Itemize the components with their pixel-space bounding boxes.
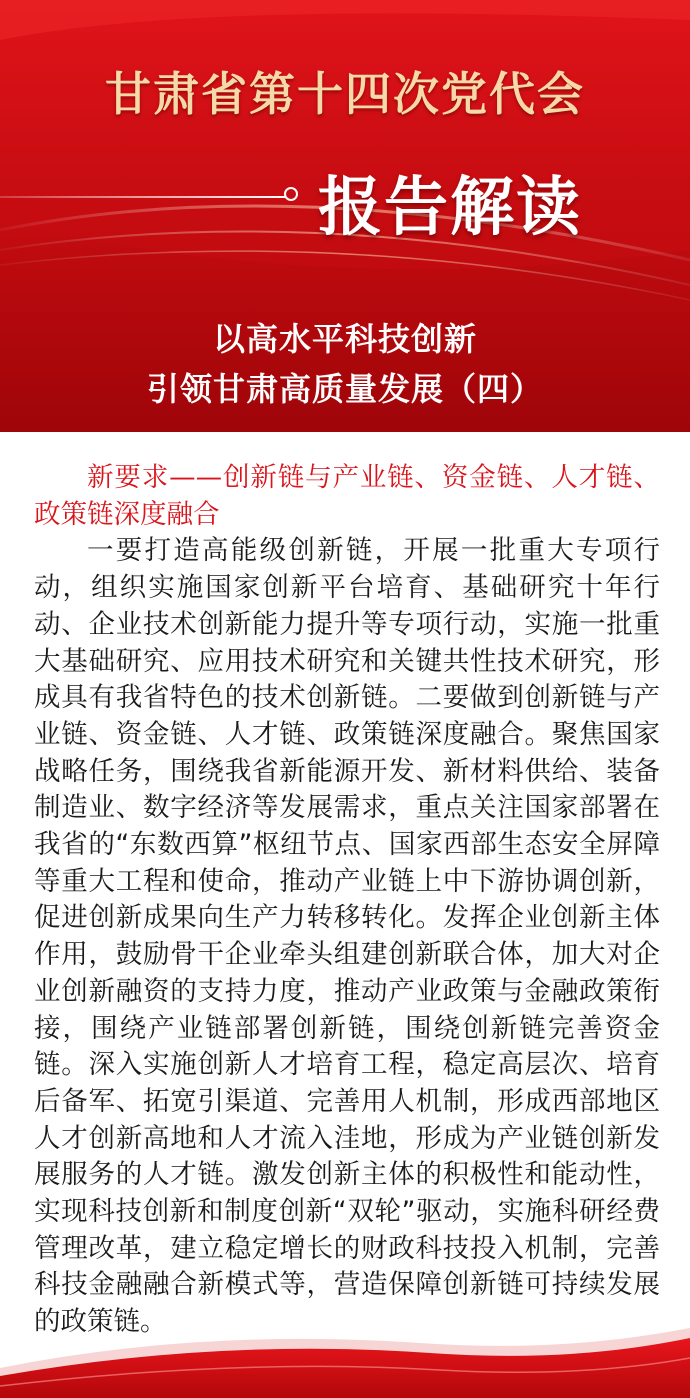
section-heading: 新要求——创新链与产业链、资金链、人才链、政策链深度融合 [34,462,660,530]
main-title: 甘肃省第十四次党代会 [105,67,585,121]
article-body: 一要打造高能级创新链，开展一批重大专项行动，组织实施国家创新平台培育、基础研究十年行动、企业技术创新能力提升等专项行动，实施一批重大基础研究、应用技术研究和关键共性技术研究，形成具有我省特色的技术创新链。二要做到创新链与产业链、资金链、人才链、政策链深度融合。聚焦国家战略任务，围绕我省新能源开发、新材料供给、装备制造业、数字经济等发展需求，重点关注国家部署在我省的“东数西算”枢纽节点、国家西部生态安全屏障等重大工程和使命，推动产业链上中下游协调创新，促进创新成果向生产力转移转化。发挥企业创新主体作用，鼓励骨干企业牵头组建创新联合体，加大对企业创新融资的支持力度，推动产业政策与金融政策衔接，围绕产业链部署创新链，围绕创新链完善资金链。深入实施创新人才培育工程，稳定高层次、培育后备军、拓宽引渠道、完善用人机制，形成西部地区人才创新高地和人才流入洼地，形成为产业链创新发展服务的人才链。激发创新主体的积极性和能动性，实现科技创新和制度创新“双轮”驱动，实施科研经费管理改革，建立稳定增长的财政科技投入机制，完善科技金融融合新模式等，营造保障创新链可持续发展的政策链。 [34,535,660,1338]
header-banner [0,0,690,432]
article-content [34,460,660,1341]
topic-line-2: 引领甘肃高质量发展（四） [146,370,543,408]
footer-wave-decoration [0,1308,690,1398]
subtitle: 报告解读 [318,171,582,245]
circle-icon [284,187,298,201]
topic-line-1: 以高水平科技创新 [212,320,477,358]
decorative-line [0,196,286,198]
